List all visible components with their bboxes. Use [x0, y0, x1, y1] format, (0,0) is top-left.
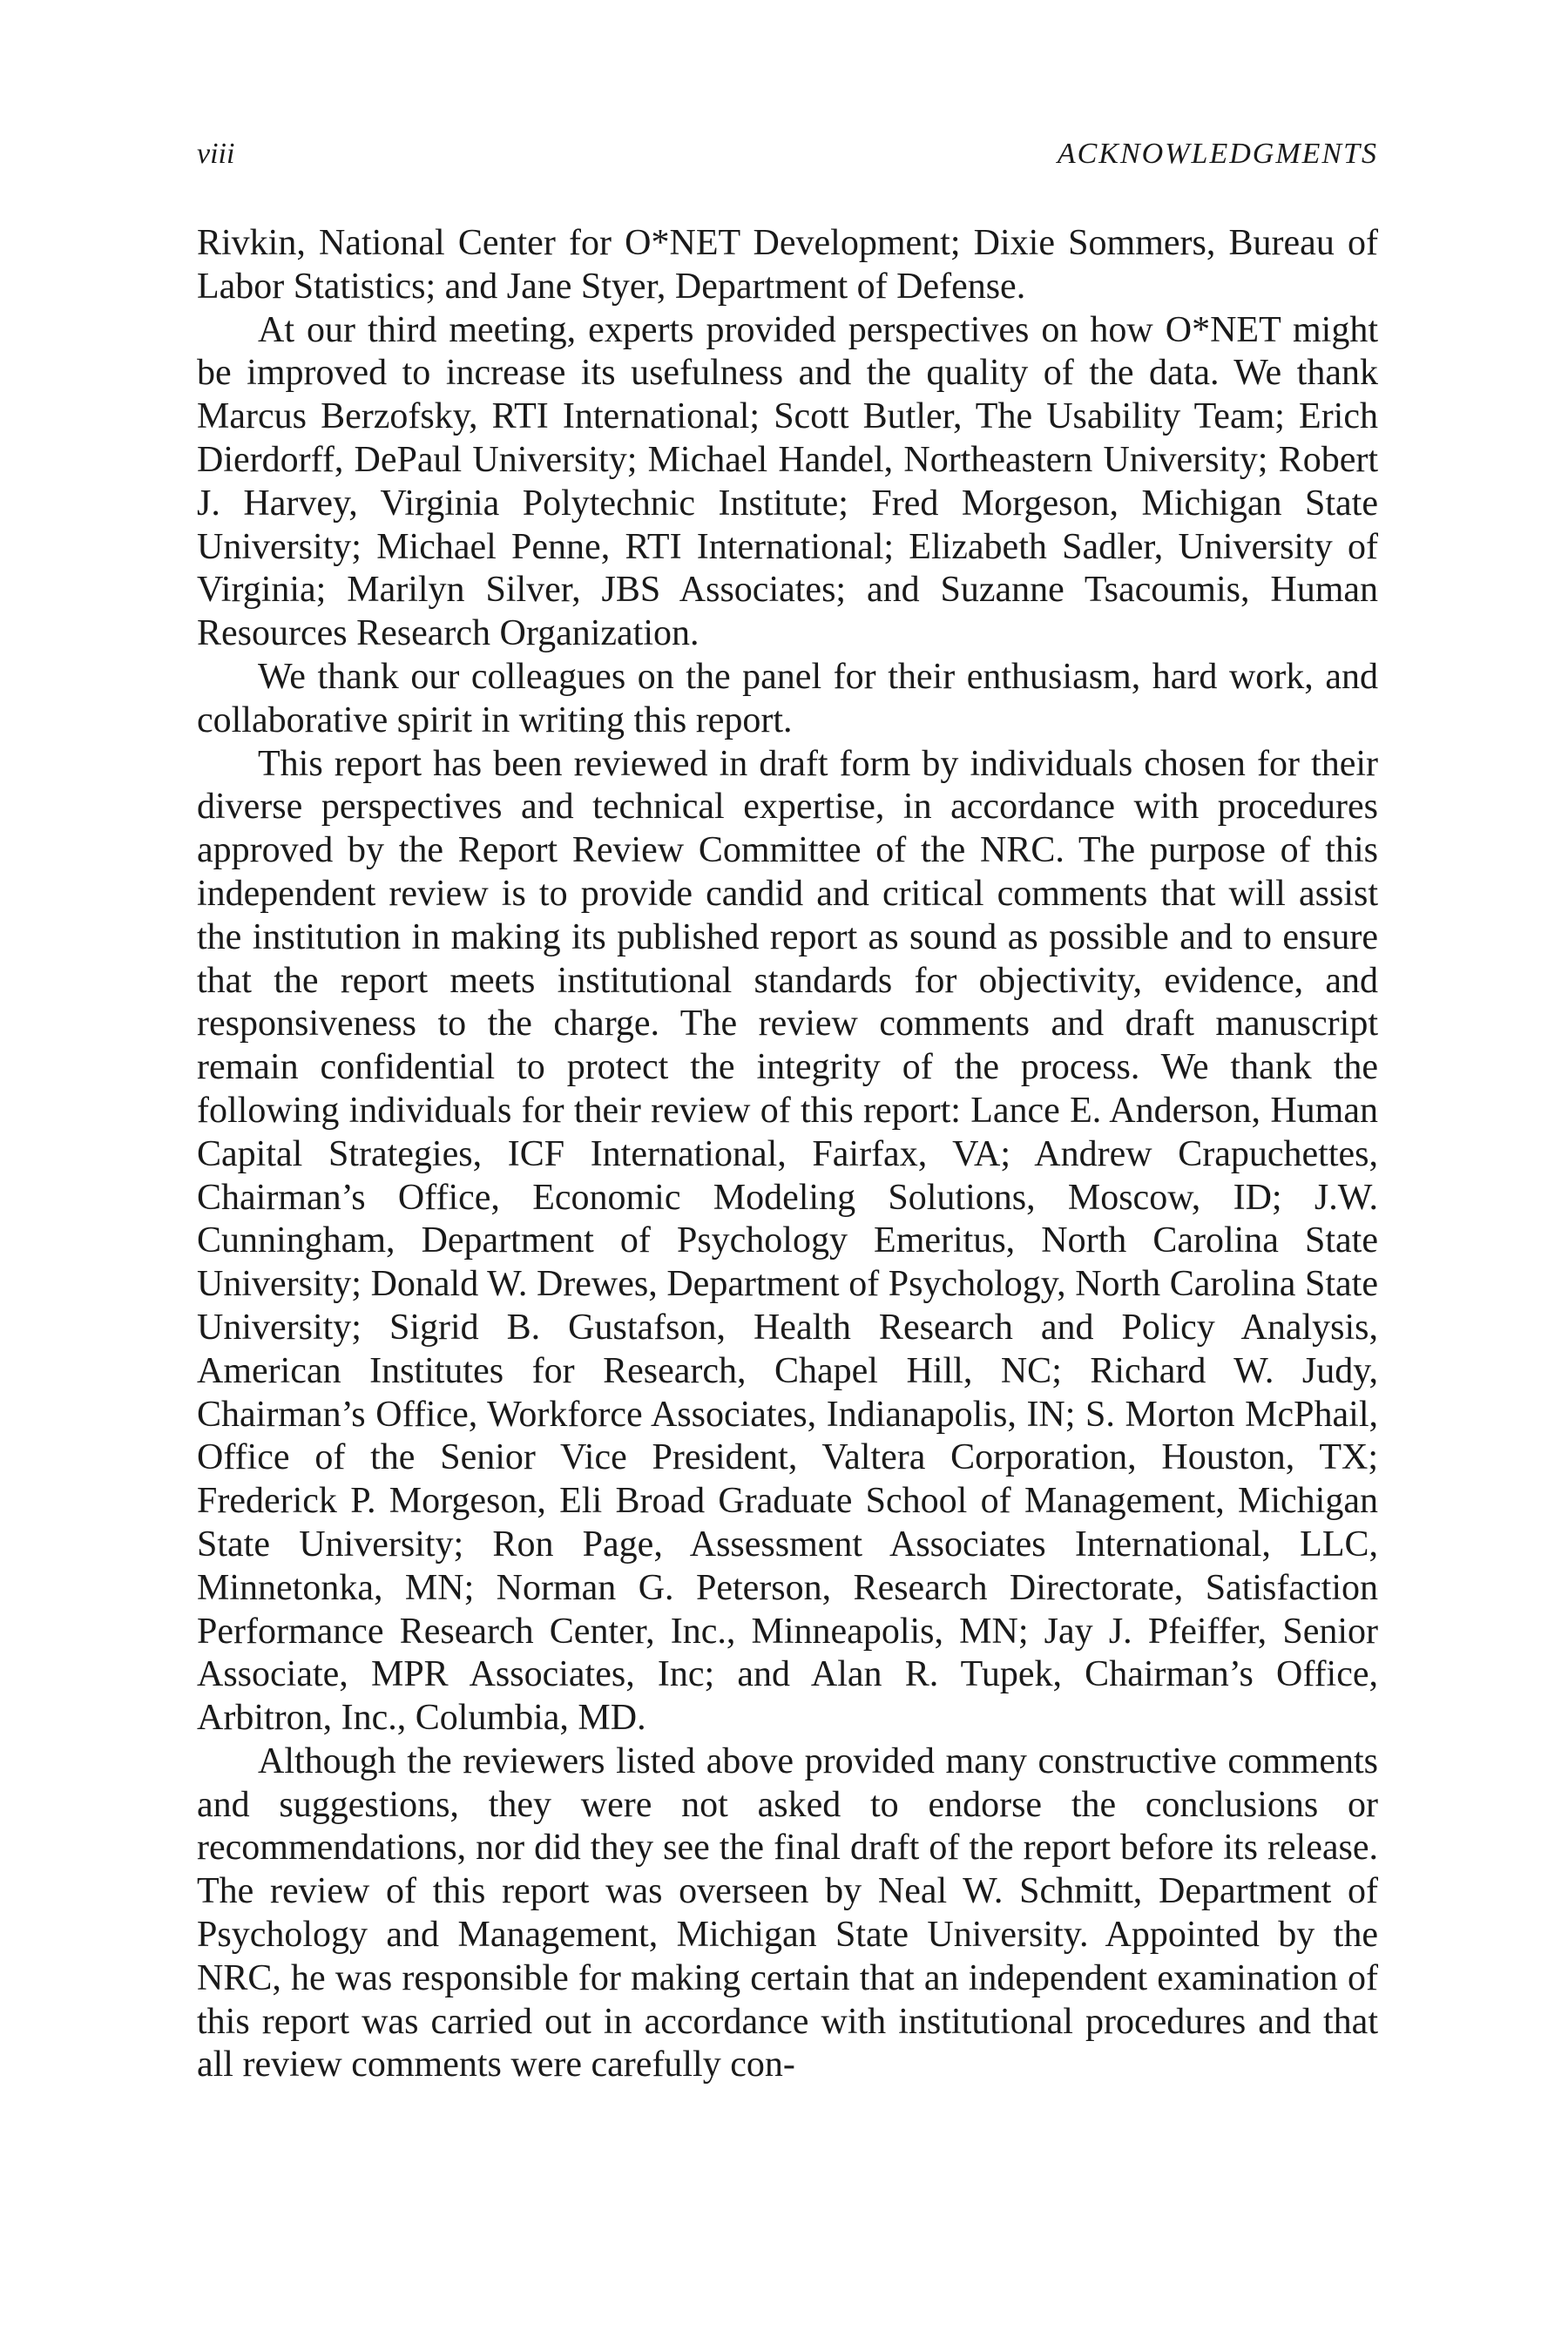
body-text	[197, 222, 1378, 2087]
paragraph-continued: Rivkin, National Center for O*NET Development; Dixie Sommers, Bureau of Labor Statistics; and Jane Styer, Department of Defense.	[197, 223, 1378, 307]
page-number: viii	[197, 138, 235, 170]
paragraph-third-meeting: At our third meeting, experts provided perspectives on how O*NET might be improved to increase its usefulness and the quality of the data. We thank Marcus Berzofsky, RTI International; Scott Butler, The Usability Team; Erich Dierdorff, DePaul University; Michael Handel, Northeastern University; Robert J. Harvey, Virginia Polytechnic Institute; Fred Morgeson, Michigan State University; Michael Penne, RTI International; Elizabeth Sadler, University of Virginia; Marilyn Silver, JBS Associates; and Suzanne Tsacoumis, Human Resources Research Organization.	[197, 309, 1378, 654]
paragraph-review-oversight: Although the reviewers listed above provided many constructive comments and suggestions, they were not asked to endorse the conclusions or recommendations, nor did they see the final draft of the report before its release. The review of this report was overseen by Neal W. Schmitt, Department of Psychology and Management, Michigan State University. Appointed by the NRC, he was responsible for making certain that an independent examination of this report was carried out in accordance with institutional procedures and that all review comments were carefully con-	[197, 1740, 1378, 2085]
running-head-title: ACKNOWLEDGMENTS	[1057, 138, 1378, 170]
running-head	[197, 138, 1378, 176]
paragraph-review-process: This report has been reviewed in draft form by individuals chosen for their diverse perspectives and technical expertise, in accordance with procedures approved by the Report Review Committee of the NRC. The purpose of this independent review is to provide candid and critical comments that will assist the institution in making its published report as sound as possible and to ensure that the report meets institutional standards for objectivity, evidence, and responsiveness to the charge. The review comments and draft manuscript remain confidential to protect the integrity of the process. We thank the following individuals for their review of this report: Lance E. Anderson, Human Capital Strategies, ICF International, Fairfax, VA; Andrew Crapuchettes, Chairman’s Office, Economic Modeling Solutions, Moscow, ID; J.W. Cunningham, Department of Psychology Emeritus, North Carolina State University; Donald W. Drewes, Department of Psychology, North Carolina State University; Sigrid B. Gustafson, Health Research and Policy Analysis, American Institutes for Research, Chapel Hill, NC; Richard W. Judy, Chairman’s Office, Workforce Associates, Indianapolis, IN; S. Morton McPhail, Office of the Senior Vice President, Valtera Corporation, Houston, TX; Frederick P. Morgeson, Eli Broad Graduate School of Management, Michigan State University; Ron Page, Assessment Associates International, LLC, Minnetonka, MN; Norman G. Peterson, Research Directorate, Satisfaction Performance Research Center, Inc., Minneapolis, MN; Jay J. Pfeiffer, Senior Associate, MPR Associates, Inc; and Alan R. Tupek, Chairman’s Office, Arbitron, Inc., Columbia, MD.	[197, 743, 1378, 1739]
paragraph-panel-thanks: We thank our colleagues on the panel for their enthusiasm, hard work, and collaborative spirit in writing this report.	[197, 656, 1378, 740]
